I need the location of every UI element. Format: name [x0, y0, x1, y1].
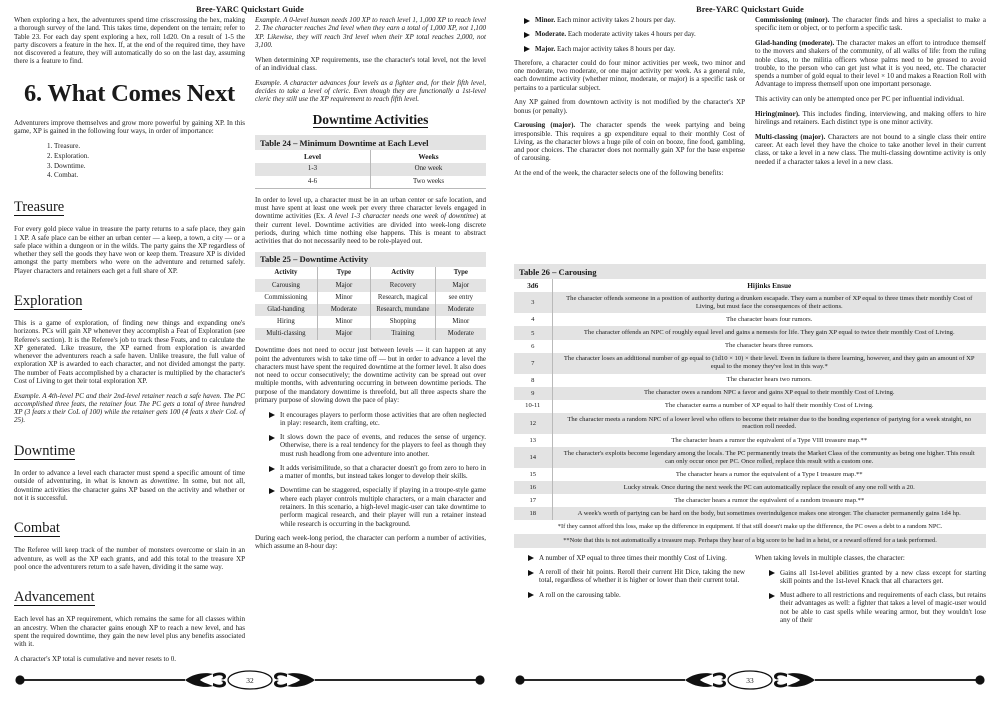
- cell-roll: 15: [529, 471, 537, 479]
- gladhanding-note: This activity can only be attempted once per PC per influential individual.: [755, 95, 965, 104]
- column-header: Weeks: [371, 150, 487, 163]
- bullet-text: Each minor activity takes 2 hours per day.: [555, 16, 676, 24]
- table-footnote-2: **Note that this is not automatically a treasure map. Perhaps they hear of a big score to be had in a heist, or a reward offered for a task performed.: [514, 534, 986, 548]
- carousing-paragraph: [514, 121, 745, 162]
- cell-activity: Research, mundane: [370, 304, 435, 316]
- list-item: 4. Combat.: [54, 171, 245, 181]
- cell-roll: 5: [514, 326, 552, 339]
- table-row: [514, 387, 986, 400]
- hiring-paragraph: [755, 110, 986, 127]
- table-row: [255, 328, 486, 340]
- table-row: [514, 494, 986, 507]
- column-header-3d6: 3d6: [514, 279, 552, 292]
- right-page-column-1: [514, 16, 745, 261]
- xp-intro-paragraph: Adventurers improve themselves and grow more powerful by gaining XP. In this game, XP is gained in the following four ways, in order of importance:: [14, 119, 245, 136]
- table-row: [514, 374, 986, 387]
- page-number: 32: [246, 675, 254, 685]
- level-up-text-a: In order to level up, a character must be in an urban center or safe location, and must have spent at least one week per every three character levels engaged in downtime activities (Ex.: [255, 195, 486, 221]
- table-row: [255, 304, 486, 316]
- carousing-benefit-bullet: A number of XP equal to three times their monthly Cost of Living.: [528, 554, 745, 562]
- right-page: [500, 0, 1000, 707]
- downtime-occurrence-paragraph: Downtime does not need to occur just between levels — it can happen at any point the adventurers wish to take time off — but in order to advance a level the characters must have spent the required downtime at the former level. It also does not need to occur consecutively; the downtime activity can be spread out over multiple months, with adventuring occurring in between downtime periods. The purpose of the mandatory downtime is threefold, but all three aspects share the primary purpose of slowing down the pace of play:: [255, 346, 486, 404]
- column-header: Type: [435, 267, 486, 279]
- table-25-downtime-activity: [255, 252, 486, 340]
- hex-exploration-paragraph: When exploring a hex, the adventurers spend time crisscrossing the hex, making a thorough survey of the land. This takes time, dependent on the terrain; refer to Table 23. For each day spent exploring a hex, roll 1d20. On a result of 1-5 the party discovers a feature in the hex. If, at the end of the required time, they have not discovered a feature, they will automatically do so on the last day, assuming there is a feature to find.: [14, 16, 245, 66]
- bullet-lead: Moderate.: [535, 30, 567, 39]
- xp-example-1: Example. A 0-level human needs 100 XP to reach level 1, 1,000 XP to reach level 2. The character reaches 2nd level when they earn a total of 1,000 XP, not 1,100 XP. Likewise, they will reach 3rd level when their XP total reaches 2,000, not 3,100.: [255, 16, 486, 49]
- combat-paragraph: The Referee will keep track of the number of monsters overcome or slain in an adventure, as well as the XP each grants, and add this total to the treasure XP pool once the adventurers return to a safe haven, dividing it the same way.: [14, 546, 245, 571]
- table-24-caption: Table 24 – Minimum Downtime at Each Level: [255, 135, 486, 150]
- activity-math-paragraph: Therefore, a character could do four minor activities per week, two minor and one moderate, two moderate, or one major activity per week. As a general rule, each downtime activity (whether minor, moderate, or major) is a specific task or pertains to a particular subject.: [514, 58, 745, 92]
- right-page-column-2: [755, 16, 986, 261]
- cell-result: The character hears a rumor the equivalent of a Type VIII treasure map.**: [552, 434, 986, 447]
- minor-activity-bullet: [524, 16, 745, 24]
- right-page-bottom-columns: [500, 554, 1000, 630]
- multiclass-intro: When taking levels in multiple classes, the character:: [755, 553, 905, 562]
- bullet-text: Each major activity takes 8 hours per day.: [555, 44, 676, 53]
- heading-treasure: Treasure: [14, 199, 65, 215]
- heading-combat: Combat: [14, 520, 60, 537]
- xp-requirements-paragraph: When determining XP requirements, use the character's total level, not the level of an individual class.: [255, 55, 486, 72]
- table-row: [514, 447, 986, 468]
- downtime-term: downtime: [150, 477, 178, 486]
- cell-result: The character owes a random NPC a favor and gains XP equal to their monthly Cost of Living.: [552, 387, 986, 400]
- multiclass-rule-bullet: Must adhere to all restrictions and requirements of each class, but retains their advantages as well: a fighter that takes a level of magic-user would not be able to cast spells while wearing armor, but they wouldn't lose any of their: [769, 591, 986, 624]
- cell-result: The character meets a random NPC of a lower level who offers to become their retainer due to the bonding experience of partying for a week straight, no reaction roll needed.: [552, 413, 986, 434]
- downtime-purpose-bullet: It encourages players to perform those activities that are often neglected in play: research, item crafting, etc.: [269, 411, 486, 428]
- cell-roll: 17: [529, 497, 537, 505]
- right-page-top-columns: [500, 16, 1000, 261]
- left-page-column-1: [14, 16, 245, 664]
- table-row: [514, 413, 986, 434]
- table-footnote-row: [514, 534, 986, 548]
- cell-activity: Training: [370, 328, 435, 340]
- heading-advancement: Advancement: [14, 589, 95, 606]
- multiclassing-paragraph: [755, 133, 986, 166]
- table-row: [514, 326, 986, 339]
- cell-roll: 3: [514, 292, 552, 313]
- right-page-footer: [514, 669, 986, 691]
- table-26-caption: Table 26 – Carousing: [514, 264, 986, 279]
- cell-type: Moderate: [317, 304, 370, 316]
- bullet-text: Each moderate activity takes 4 hours per day.: [566, 30, 696, 39]
- advancement-paragraph: Each level has an XP requirement, which remains the same for all classes within an ancestry. When the character gains enough XP to reach a new level, and has spent the required downtime, they gain the new level plus any benefits associated with it.: [14, 615, 245, 649]
- table-footnote-row: [514, 520, 986, 534]
- table-25-caption: Table 25 – Downtime Activity: [255, 252, 486, 267]
- table-row: [255, 292, 486, 304]
- right-page-bottom-column-2: [755, 554, 986, 630]
- cell-activity: Hiring: [277, 318, 295, 326]
- cell-roll: 4: [531, 316, 535, 324]
- cell-weeks: One week: [371, 163, 487, 175]
- cell-result: The character hears two rumors.: [552, 374, 986, 387]
- table-header-row: [514, 279, 986, 292]
- right-page-bottom-column-1: [514, 554, 745, 630]
- running-head-right: Bree-YARC Quickstart Guide: [696, 5, 804, 14]
- column-header: Activity: [255, 267, 317, 279]
- table-row: [514, 481, 986, 494]
- table-row: [514, 292, 986, 313]
- cell-weeks: Two weeks: [371, 176, 487, 189]
- footer-ornament: [514, 669, 986, 691]
- cell-type: Major: [317, 279, 370, 291]
- table-header-row: [255, 150, 486, 163]
- carousing-benefit-bullet: A roll on the carousing table.: [528, 591, 745, 599]
- cell-type: Major: [317, 328, 370, 340]
- cell-activity: Recovery: [370, 279, 435, 291]
- exploration-paragraph: This is a game of exploration, of finding new things and expanding one's horizons. PCs will gain XP whenever they accomplish a Feat of Exploration (see Referee's section). It is the Referee's job to track these Feats, and to calculate the XP generated. Like treasure, the XP earned from exploration is awarded whenever the adventurers reach a safe haven. Unlike treasure, the full value of exploration XP is awarded to each character, and not divided amongst the party. The number of Feats accomplished by a character is multiplied by the character's Cost of Living to get their total exploration XP.: [14, 319, 245, 385]
- bullet-lead: Major.: [535, 44, 556, 53]
- page-number: 33: [746, 675, 754, 685]
- commissioning-lead: Commissioning (minor).: [755, 16, 830, 24]
- cell-result: The character's exploits become legendary among the locals. The PC permanently treats the Market Class of the community as being one higher. This result can only occur once per PC. Once rolled, replace this result with a custom one.: [552, 447, 986, 468]
- major-activity-bullet: [524, 45, 745, 53]
- cell-type: see entry: [435, 292, 486, 304]
- table-row: [514, 400, 986, 413]
- cell-result: The character hears four rumors.: [552, 313, 986, 326]
- end-of-week-paragraph: At the end of the week, the character selects one of the following benefits:: [514, 169, 724, 178]
- downtime-purpose-bullet: It adds verisimilitude, so that a character doesn't go from zero to hero in a matter of months, but instead takes longer to develop their skills.: [269, 464, 486, 481]
- column-header: Type: [317, 267, 370, 279]
- left-page-column-2: [255, 16, 486, 664]
- cell-result: The character hears a rumor the equivalent of a Type I treasure map.**: [552, 468, 986, 481]
- list-item: 2. Exploration.: [54, 152, 245, 162]
- table-row: [514, 507, 986, 520]
- table-row: [514, 468, 986, 481]
- multiclassing-body: Characters are not bound to a single class their entire career. At each level they have the choice to take another level in their current class, or take a level in a new class. The multi-classing downtime activity is only needed if a character takes a level in a new class.: [755, 132, 986, 166]
- gladhanding-body: The character makes an effort to introduce themself to the movers and shakers of the community, of all walks of life: from the ruling noble class, to the militia officers whose palms need to be greased to avoid trouble, to the person who can get just what it is you need, etc. The character spends a number of gold equal to their level × 10 and makes a Reaction Roll with Advantage to impress themself upon one important personage.: [755, 39, 986, 89]
- column-header: Activity: [370, 267, 435, 279]
- heading-downtime-activities: [255, 113, 486, 128]
- table-footnote-1: *If they cannot afford this loss, make up the difference in equipment. If that still doesn't make up the difference, the PC owes a debt to a random NPC.: [557, 523, 943, 531]
- xp-example-2: Example. A character advances four levels as a fighter and, for their fifth level, decides to take a level of cleric. Even though they are functionally a 1st-level cleric they still use the XP requirement to reach fifth level.: [255, 78, 486, 104]
- table-26-wrapper: [500, 264, 1000, 548]
- list-item: 1. Treasure.: [54, 142, 245, 152]
- xp-bonus-note: Any XP gained from downtown activity is not modified by the character's XP bonus (or penalty).: [514, 98, 745, 115]
- table-row: [255, 163, 486, 175]
- cell-roll: 14: [514, 447, 552, 468]
- cell-result: The character hears three rumors.: [552, 340, 986, 353]
- cell-level: 4-6: [307, 177, 318, 185]
- treasure-paragraph: For every gold piece value in treasure the party returns to a safe place, they gain 1 XP. A safe place can be either an urban center — a keep, a town, a city — or a safe place within a dungeon or in the wilds. The party gains the XP regardless of whether they sell the goods they have won or keep them. Treasure XP is divided amongst the party members who were on the adventure and returned safely. Player characters and retainers each get a full share of XP.: [14, 225, 245, 275]
- gladhanding-lead: Glad-handing (moderate).: [755, 39, 835, 48]
- chapter-title: 6. What Comes Next: [24, 79, 235, 107]
- cell-level: 1-3: [255, 163, 371, 175]
- cell-roll: 7: [514, 353, 552, 374]
- left-page-footer: [14, 669, 486, 691]
- downtime-paragraph: [14, 469, 245, 502]
- weekly-activities-closing: During each week-long period, the character can perform a number of activities, which assume an 8-hour day:: [255, 533, 486, 551]
- table-26-carousing: [514, 264, 986, 548]
- commissioning-paragraph: [755, 16, 986, 33]
- downtime-purpose-bullet: It slows down the pace of events, and reduces the sense of urgency. Otherwise, there is a real tendency for the players to feel as though they must rush headlong from one adventure into another.: [269, 433, 486, 458]
- cell-roll: 16: [514, 481, 552, 494]
- table-24-minimum-downtime: [255, 135, 486, 189]
- carousing-benefit-bullet: A reroll of their hit points. Reroll their current Hit Dice, taking the new total, regardless of whether it is higher or lower than their current total.: [528, 568, 745, 585]
- multiclass-rule-bullet: Gains all 1st-level abilities granted by a new class except for starting skill points and the 1st-level Knack that all characters get.: [769, 569, 986, 586]
- table-header-row: [255, 267, 486, 279]
- moderate-activity-bullet: [524, 30, 745, 38]
- cell-result: The character hears a rumor the equivalent of a random treasure map.**: [552, 494, 986, 507]
- exploration-example: Example. A 4th-level PC and their 2nd-level retainer reach a safe haven. The PC accomplished three feats, the retainer four. The PC gets a total of three hundred XP (3 feats x their CoL of 100) while the retainer gets 100 (4 feats x their CoL of 25).: [14, 391, 245, 425]
- xp-sources-list: [14, 142, 245, 181]
- commissioning-body: The character finds and hires a specialist to make a specific item or object, or to perform a specific task.: [755, 16, 986, 33]
- cell-activity: Multi-classing: [255, 328, 317, 340]
- cell-roll: 13: [529, 436, 537, 444]
- cell-roll: 6: [531, 342, 535, 350]
- left-page-columns: [0, 16, 500, 664]
- table-row: [514, 313, 986, 326]
- running-head-left: Bree-YARC Quickstart Guide: [196, 5, 304, 14]
- cell-roll: 8: [531, 376, 535, 384]
- heading-downtime-activities-text: Downtime Activities: [312, 112, 429, 128]
- cell-roll: 18: [514, 507, 552, 520]
- cell-activity: Carousing: [255, 279, 317, 291]
- cell-result: The character offends an NPC of roughly equal level and gains a nemesis for life. They gain XP equal to twice their monthly Cost of Living.: [552, 326, 986, 339]
- gladhanding-paragraph: [755, 39, 986, 89]
- multiclassing-lead: Multi-classing (major).: [755, 132, 826, 141]
- footer-ornament: [14, 669, 486, 691]
- table-row: [255, 279, 486, 291]
- cell-result: The character offends someone in a position of authority during a drunken escapade. They earn a number of XP equal to three times their monthly Cost of Living, but must face the consequences of their actions.: [552, 292, 986, 313]
- hiring-body: This includes finding, interviewing, and making offers to hire hirelings and retainers. Each distinct type is one minor activity.: [755, 109, 986, 127]
- carousing-body: The character spends the week partying and being irresponsible. This requires a gp expenditure equal to their monthly Cost of Living, as the character blows a huge pile of coin on booze, fine food, gambling, and poor choices. The character does not normally gain XP for the base expense of carousing.: [514, 121, 745, 163]
- column-header: Level: [255, 150, 371, 163]
- advancement-note: A character's XP total is cumulative and never resets to 0.: [14, 654, 177, 663]
- cell-result: The character earns a number of XP equal to half their monthly Cost of Living.: [552, 400, 986, 413]
- heading-downtime: Downtime: [14, 442, 76, 459]
- downtime-purpose-bullet: Downtime can be staggered, especially if playing in a troupe-style game where each player controls multiple characters, or a main character and retainers. In this scenario, a high-level magic-user can take downtime to perform magical research, and their player will run a retainer instead while research is occurring in the background.: [269, 486, 486, 527]
- cell-type: Minor: [317, 292, 370, 304]
- downtime-text-a: In order to advance a level each character must spend a specific amount of time outside of adventuring, in what is known as: [14, 468, 245, 486]
- cell-activity: Commissioning: [264, 293, 308, 301]
- table-26-body: [514, 292, 986, 547]
- cell-result: A week's worth of partying can be hard on the body, but sometimes overindulgence makes one stronger. The character permanently gains 1d4 hp.: [552, 507, 986, 520]
- cell-activity: Glad-handing: [255, 304, 317, 316]
- table-row: [514, 353, 986, 374]
- cell-type: Moderate: [435, 304, 486, 316]
- cell-type: Major: [435, 279, 486, 291]
- heading-exploration: Exploration: [14, 292, 83, 309]
- cell-type: Minor: [435, 316, 486, 328]
- cell-type: Moderate: [435, 328, 486, 340]
- hiring-lead: Hiring(minor).: [755, 109, 800, 118]
- table-row: [255, 176, 486, 189]
- cell-result: Lucky streak. Once during the next week the PC can automatically replace the result of any one roll with a 20.: [552, 481, 986, 494]
- level-up-example: A level 1-3 character needs one week of downtime: [328, 212, 477, 221]
- table-row: [255, 316, 486, 328]
- table-row: [514, 434, 986, 447]
- level-up-paragraph: [255, 196, 486, 246]
- cell-roll: 12: [514, 413, 552, 434]
- downtime-text-b: . In some, but not all, downtime activities the character gains XP based on the activity and whether or not it is successful.: [14, 477, 245, 502]
- level-up-text-b: ) at their current level. Downtime activities are divided into week-long discrete periods, during which time nothing else happens. This is meant to abstract activities that do not necessarily need to be role-played out.: [255, 212, 486, 246]
- list-item: 3. Downtime.: [54, 162, 245, 172]
- table-row: [514, 340, 986, 353]
- bullet-lead: Minor.: [535, 16, 556, 24]
- cell-activity: Research, magical: [370, 292, 435, 304]
- cell-type: Minor: [317, 316, 370, 328]
- cell-roll: 10-11: [525, 401, 541, 409]
- column-header-hijinks: Hijinks Ensue: [552, 279, 986, 292]
- cell-activity: Shopping: [370, 316, 435, 328]
- carousing-lead: Carousing (major).: [514, 121, 576, 130]
- cell-result: The character loses an additional number of gp equal to (1d10 × 10) × their level. Even in failure is there learning, however, and they gain an amount of XP equal to the money they've lost in this way.*: [552, 353, 986, 374]
- cell-roll: 9: [514, 387, 552, 400]
